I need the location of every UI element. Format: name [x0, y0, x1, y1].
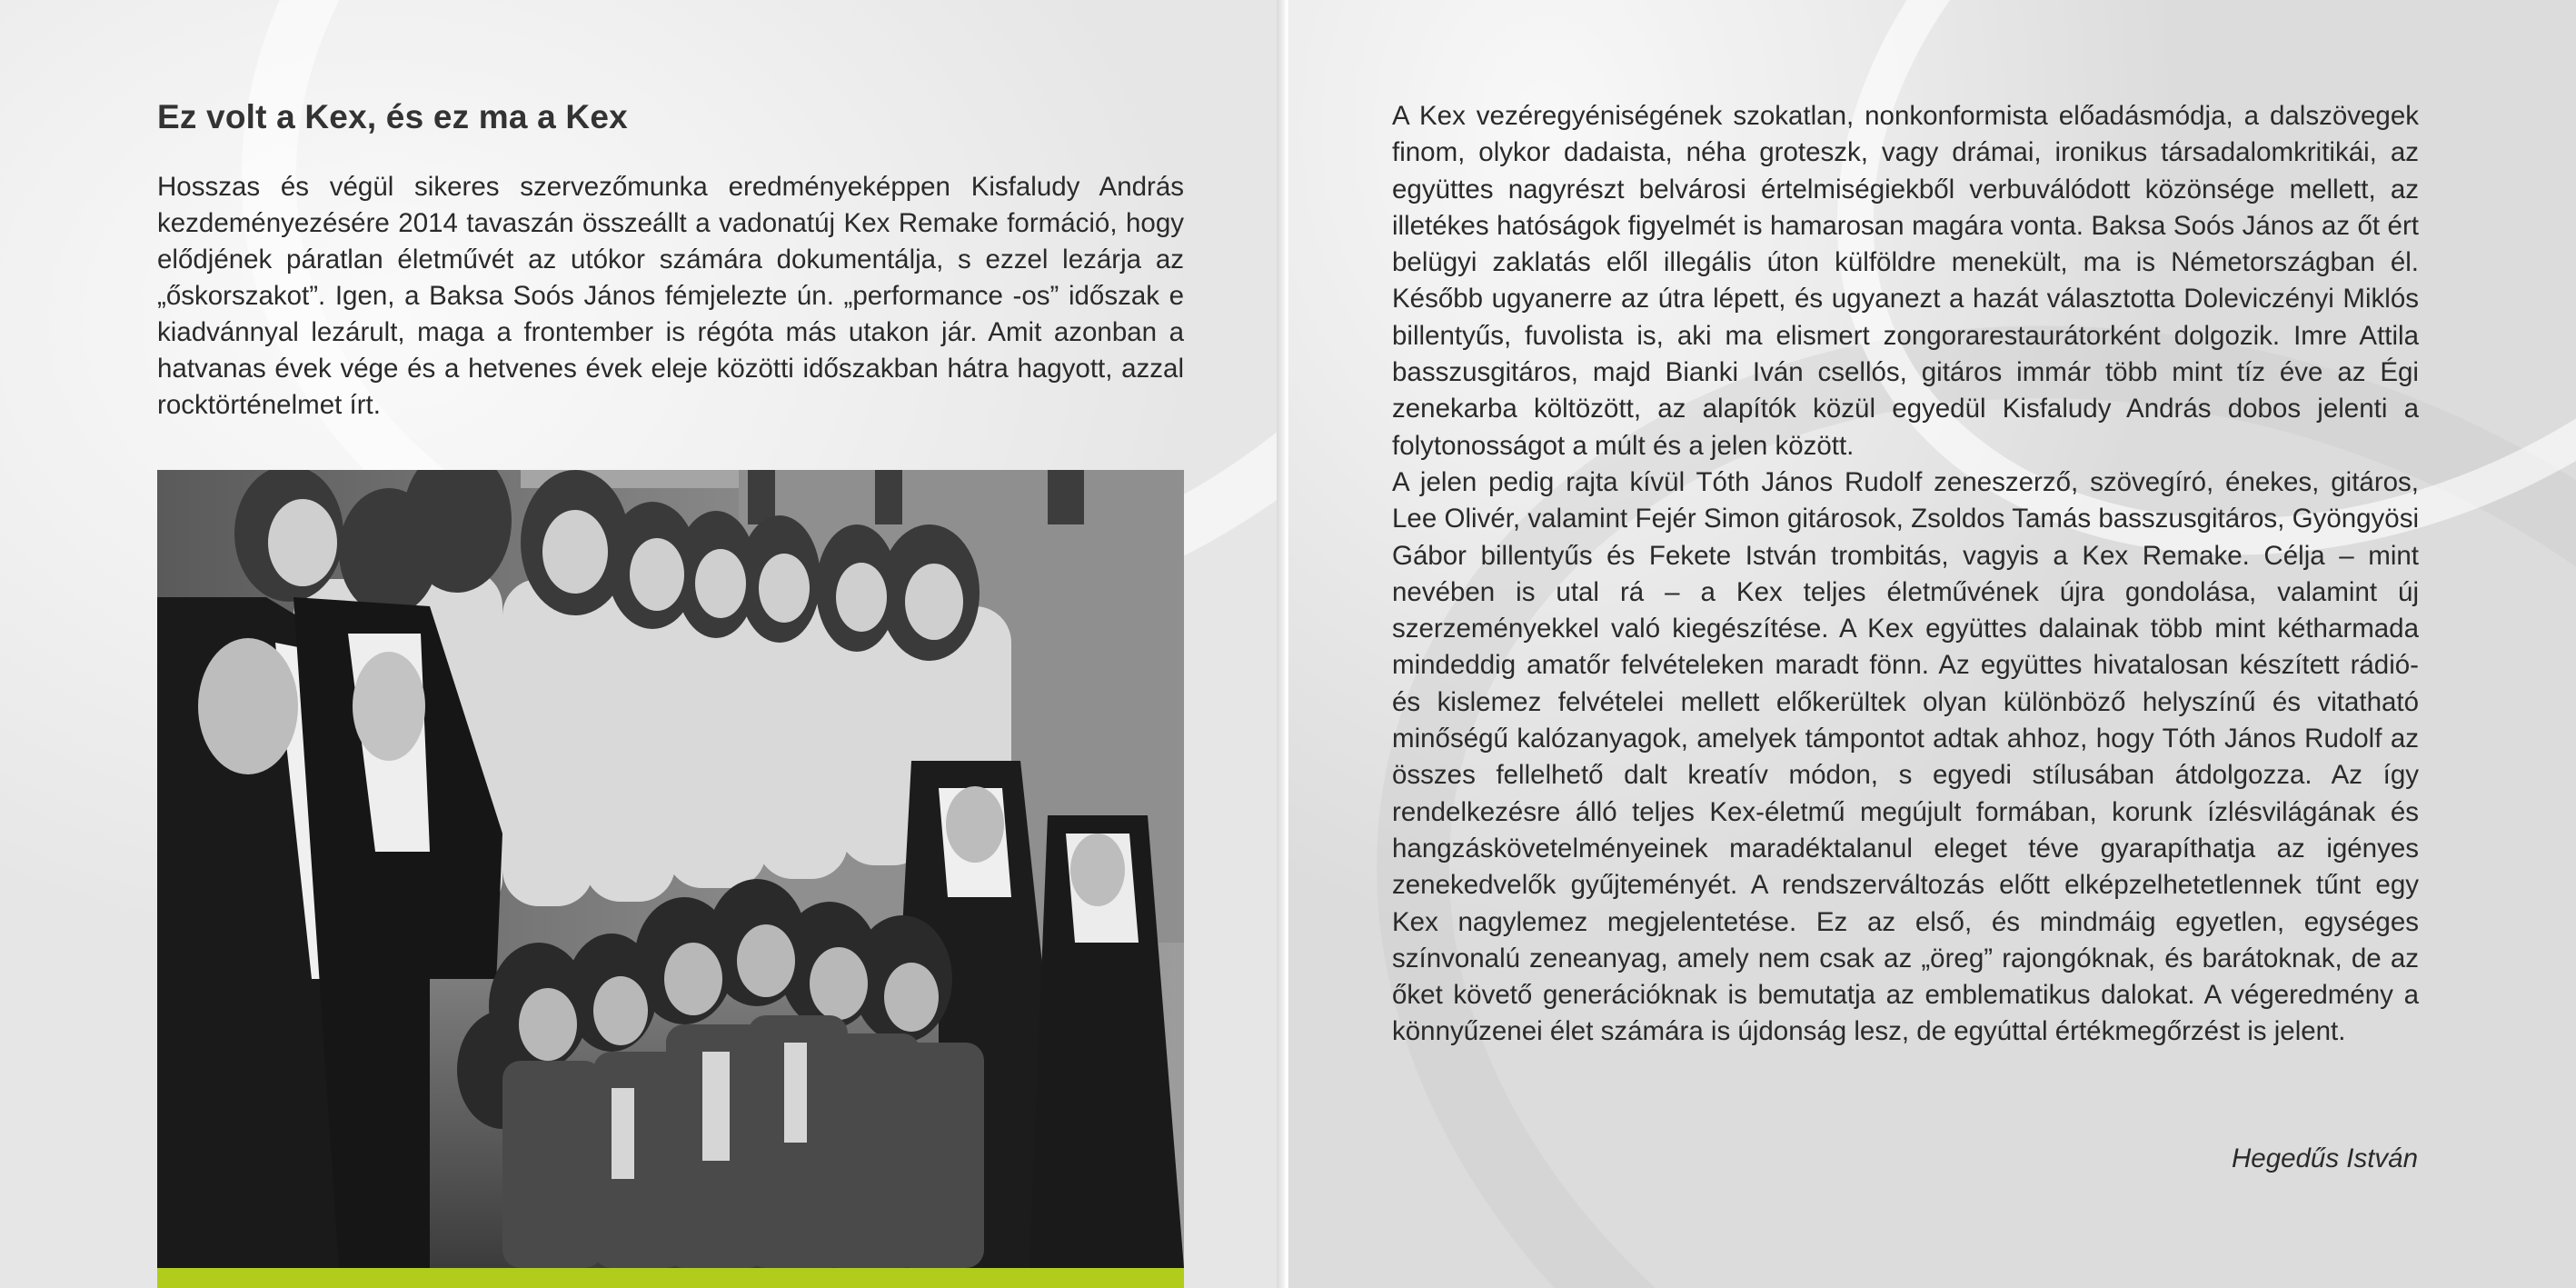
- left-page: [0, 0, 1281, 1288]
- article-paragraph: A jelen pedig rajta kívül Tóth János Rudolf zeneszerző, szövegíró, énekes, gitáros, Lee Olivér, valamint Fejér Simon gitárosok, Zsoldos Tamás basszusgitáros, Gyöngyösi Gábor billentyűs és Fekete István trombitás, vagyis a Kex Remake. Célja – mint nevében is utal rá – a Kex teljes életművének újra gondolása, valamint új szerzeményekkel való kiegészítése. A Kex együttes dalainak több mint kétharmada mindeddig amatőr felvételeken maradt fönn. Az együttes hivatalosan készített rádió- és kislemez felvételei mellett előkerültek olyan különböző helyszínű és vitatható minőségű kalózanyagok, amelyek támpontot adtak ahhoz, hogy Tóth János Rudolf az összes fellelhető dalt kreatív módon, s egyedi stílusában átdolgozza. Az így rendelkezésre álló teljes Kex-életmű megújult formában, korunk ízlésvilágának és hangzáskövetelményeinek maradéktalanul eleget téve gyarapíthatja az igényes zenekedvelők gyűjteményét. A rendszerváltozás előtt elképzelhetetlennek tűnt egy Kex nagylemez megjelentetése. Ez az első, és mindmáig egyetlen, egységes színvonalú zeneanyag, amely nem csak az „öreg” rajongóknak, és barátoknak, de az őket követő generációknak is bemutatja az emblematikus dalokat. A végeredmény a könnyűzenei élet számára is újdonság lesz, de egyúttal értékmegőrzést is jelent.: [1392, 466, 2419, 1047]
- author-signature: Hegedűs István: [2232, 1143, 2418, 1173]
- band-photo: [157, 470, 1184, 1268]
- intro-paragraph: Hosszas és végül sikeres szervezőmunka eredményeképpen Kisfaludy András kezdeményezésére 2014 tavaszán összeállt a vadonatúj Kex Remake formáció, hogy elődjének páratlan életművét az utókor számára dokumentálja, s ezzel lezárja az „őskorszakot”. Igen, a Baksa Soós János fémjelezte ún. „performance -os” időszak e kiadvánnyal lezárult, maga a frontember is régóta más utakon jár. Amit azonban a hatvanas évek vége és a hetvenes évek eleje közötti időszakban hátra hagyott, azzal rocktörténelmet írt.: [157, 172, 1184, 420]
- accent-bar: [157, 1268, 1184, 1288]
- article-body: [1392, 98, 2419, 1051]
- page-title: Ez volt a Kex, és ez ma a Kex: [157, 98, 628, 135]
- article-paragraph: A Kex vezéregyéniségének szokatlan, nonkonformista előadásmódja, a dalszövegek finom, olykor dadaista, néha groteszk, vagy drámai, ironikus társadalomkritikái, az együttes nagyrészt belvárosi értelmiségiekből verbuválódott közönsége mellett, az illetékes hatóságok figyelmét is hamarosan magára vonta. Baksa Soós János az őt ért belügyi zaklatás elől illegális úton külföldre menekült, ma is Németországban él. Később ugyanerre az útra lépett, és ugyanezt a hazát választotta Doleviczényi Miklós billentyűs, fuvolista is, aki ma elismert zongorarestaurátorként dolgozik. Imre Attila basszusgitáros, majd Bianki Iván csellós, gitáros immár több mint tíz éve az Égi zenekarba költözött, az alapítók közül egyedül Kisfaludy András dobos jelenti a folytonosságot a múlt és a jelen között.: [1392, 101, 2419, 461]
